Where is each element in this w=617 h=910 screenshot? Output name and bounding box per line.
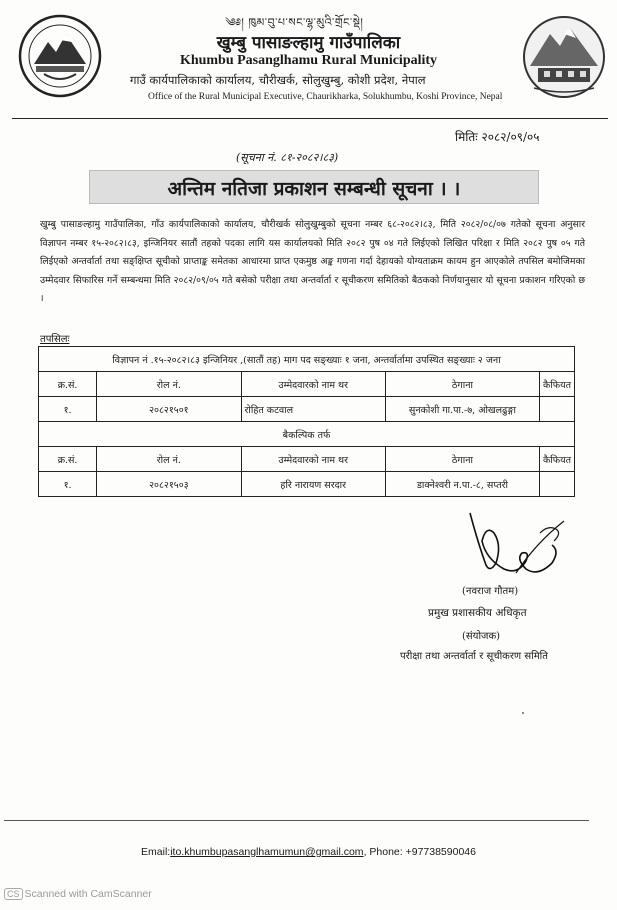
camscanner-icon: CS bbox=[4, 888, 23, 900]
office-address-nepali: गाउँ कार्यपालिकाको कार्यालय, चौरीखर्क, सोलुखुम्बु, कोशी प्रदेश, नेपाल bbox=[130, 73, 426, 87]
committee-name: परीक्षा तथा अन्तर्वार्ता र सूचीकरण समिति bbox=[400, 651, 548, 662]
signature-mark bbox=[456, 503, 576, 593]
alt-cell-roll: २०८२१५०३ bbox=[97, 472, 241, 497]
email-link[interactable]: ito.khumbupasanglhamumun@gmail.com bbox=[170, 846, 364, 858]
cell-name: रोहित कटवाल bbox=[241, 397, 385, 422]
table-caption: विज्ञापन नं .१५-२०८२।८३ इन्जिनियर ,(सातौं तह) माग पद सङ्ख्याः १ जना, अन्तर्वार्तामा उपस्थित सङ्ख्याः २ जना bbox=[39, 347, 575, 372]
municipality-name-nepali: खुम्बु पासाङल्हामु गाउँपालिका bbox=[216, 33, 401, 53]
alt-header-serial: क्र.सं. bbox=[39, 447, 97, 472]
table-row bbox=[39, 472, 575, 497]
header-roll: रोल नं. bbox=[97, 372, 241, 397]
alternate-label: बैकल्पिक तर्फ bbox=[39, 422, 575, 447]
scan-speck bbox=[522, 712, 524, 714]
table-row bbox=[39, 397, 575, 422]
alt-header-roll: रोल नं. bbox=[97, 447, 241, 472]
signatory-role: (संयोजक) bbox=[462, 631, 501, 642]
email-label: Email: bbox=[141, 846, 171, 858]
scanner-watermark bbox=[4, 888, 152, 900]
alt-cell-serial: १. bbox=[39, 472, 97, 497]
signatory-post: प्रमुख प्रशासकीय अधिकृत bbox=[428, 607, 527, 619]
footer-divider bbox=[4, 820, 589, 821]
notice-number: (सूचना नं. ८१-२०८२।८३) bbox=[236, 151, 339, 164]
alt-cell-address: डाक्नेश्वरी न.पा.-८, सप्तरी bbox=[385, 472, 539, 497]
cell-serial: १. bbox=[39, 397, 97, 422]
alt-cell-remarks bbox=[539, 472, 574, 497]
alt-cell-name: हरि नारायण सरदार bbox=[241, 472, 385, 497]
header-remarks: कैफियत bbox=[539, 372, 574, 397]
alternate-label-row bbox=[39, 422, 575, 447]
header-name: उम्मेदवारको नाम थर bbox=[241, 372, 385, 397]
details-label: तपसिलः bbox=[40, 334, 70, 345]
notice-date: मितिः २०८२/०९/०५ bbox=[455, 130, 540, 144]
cell-address: सुनकोशी गा.पा.-७, ओखलढुङ्गा bbox=[385, 397, 539, 422]
alt-header-remarks: कैफियत bbox=[539, 447, 574, 472]
header-address: ठेगाना bbox=[385, 372, 539, 397]
cell-remarks bbox=[539, 397, 574, 422]
notice-body: खुम्बु पासाङल्हामु गाउँपालिका, गाँउ कार्यपालिकाको कार्यालय, चौरीखर्क सोलुखुम्बुको सूचना नम्बर ६८-२०८२।८३, मिति २०८२/०८/०७ गतेको सूचना अनुसार विज्ञापन नम्बर १५-२०८२।८३, इन्जिनियर सातौं तहको पदका लागि यस कार्यालयको मिति २०८२ पुष ०४ गते लिईएको लिखित परिक्षा र मिति २०८२ पुष ०५ गते लिईएको अन्तर्वार्ता तथा सङ्क्षिप्त सूचीको प्राप्ताङ्क समेतका आधारमा प्राप्त एकमुष्ठ अङ्क गणना गर्दा देहायको योग्यताक्रम कायम हुन आएकोले तपसिल बमोजिमका उम्मेदवार सिफारिस गर्ने सम्बन्धमा मिति २०८२/०९/०५ गते बसेको परीक्षा तथा अन्तर्वार्ता र सूचीकरण समितिको बैठकको निर्णयानुसार यो सूचना प्रकाशन गरिएको छ । bbox=[40, 219, 585, 305]
alt-header-name: उम्मेदवारको नाम थर bbox=[241, 447, 385, 472]
signatory-name: (नवराज गौतम) bbox=[462, 586, 519, 597]
result-table bbox=[38, 346, 575, 497]
table-header-row bbox=[39, 372, 575, 397]
table-caption-row bbox=[39, 347, 575, 372]
header-serial: क्र.सं. bbox=[39, 372, 97, 397]
alt-header-address: ठेगाना bbox=[385, 447, 539, 472]
scanner-text: Scanned with CamScanner bbox=[24, 888, 152, 900]
phone-text: , Phone: +97738590046 bbox=[363, 846, 476, 858]
header-divider bbox=[12, 118, 608, 119]
alternate-header-row bbox=[39, 447, 575, 472]
notice-title: अन्तिम नतिजा प्रकाशन सम्बन्धी सूचना । । bbox=[167, 178, 461, 200]
office-address-english: Office of the Rural Municipal Executive, Chaurikharka, Solukhumbu, Koshi Province, Nepal bbox=[148, 92, 503, 102]
municipality-name-english: Khumbu Pasanglhamu Rural Municipality bbox=[179, 53, 438, 68]
cell-roll: २०८२१५०१ bbox=[97, 397, 241, 422]
tibetan-heading: ༄༅། ཁུམ་བུ་པ་སང་ལྷ་མུའི་གྲོང་སྡེ། bbox=[225, 16, 364, 29]
footer-contact bbox=[0, 846, 617, 858]
